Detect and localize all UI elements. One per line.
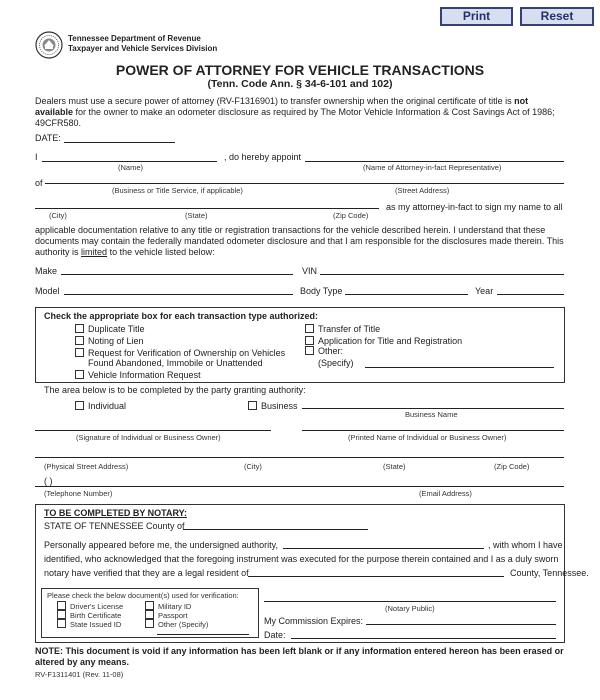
year-label: Year <box>475 286 494 296</box>
year-field[interactable] <box>497 294 564 295</box>
notary-date-label: Date: <box>264 630 286 640</box>
docs-heading: Please check the below document(s) used for verification: <box>47 591 239 600</box>
grantor-zip-caption: (Zip Code) <box>494 462 530 471</box>
applicable-text-3: authority is limited to the vehicle listed below: <box>35 247 215 257</box>
state-seal-icon <box>35 31 63 59</box>
notary-text-2: identified, who acknowledged that the foregoing instrument was executed for the purpose therein contained and I as a duly sworn <box>44 554 559 564</box>
printed-name-caption: (Printed Name of Individual or Business Owner) <box>348 433 507 442</box>
county-tennessee-text: County, Tennessee. <box>510 568 589 578</box>
make-field[interactable] <box>61 274 293 275</box>
agency-division: Taxpayer and Vehicle Services Division <box>68 44 218 53</box>
attorney-name-field[interactable] <box>305 161 564 162</box>
vehicle-info-request-option[interactable]: Vehicle Information Request <box>75 370 201 381</box>
grantor-state-caption: (State) <box>383 462 406 471</box>
signature-caption: (Signature of Individual or Business Owner) <box>76 433 221 442</box>
grantor-heading: The area below is to be completed by the party granting authority: <box>44 385 306 395</box>
checkbox-icon[interactable] <box>145 619 154 628</box>
notary-heading: TO BE COMPLETED BY NOTARY: <box>44 508 188 518</box>
my-attorney-text: as my attorney-in-fact to sign my name to all <box>386 202 563 212</box>
void-note: NOTE: This document is void if any information has been left blank or if any information entered hereon has been erased or <box>35 646 564 656</box>
business-name-field[interactable] <box>302 408 564 409</box>
commission-label: My Commission Expires: <box>264 616 364 626</box>
state-id-option[interactable]: State Issued ID <box>57 619 121 629</box>
applicable-text-1: applicable documentation relative to any title or registration transactions for the vehicle described herein. I understand that these <box>35 225 546 235</box>
specify-label: (Specify) <box>318 358 354 368</box>
page-title: POWER OF ATTORNEY FOR VEHICLE TRANSACTIONS <box>115 62 485 78</box>
business-caption: (Business or Title Service, if applicable) <box>112 186 243 195</box>
intro-text-2: available for the owner to make an odometer disclosure as required by The Motor Vehicle Information & Cost Savings Act of 1986; <box>35 107 555 117</box>
email-caption: (Email Address) <box>419 489 472 498</box>
phone-area-code: ( ) <box>44 476 53 486</box>
checkbox-icon[interactable] <box>57 619 66 628</box>
physical-address-caption: (Physical Street Address) <box>44 462 129 471</box>
of-label: of <box>35 178 43 188</box>
notary-date-field[interactable] <box>291 638 556 639</box>
appeared-name-field[interactable] <box>283 548 484 549</box>
name-caption: (Name) <box>118 163 144 172</box>
void-note-2: altered by any means. <box>35 657 130 667</box>
checkbox-icon[interactable] <box>75 324 84 333</box>
date-label: DATE: <box>35 133 61 143</box>
form-id: RV-F1311401 (Rev. 11-08) <box>35 670 124 679</box>
model-field[interactable] <box>64 294 293 295</box>
notary-text-3: notary have verified that they are a legal resident of <box>44 568 249 578</box>
state-county-label: STATE OF TENNESSEE County of <box>44 521 185 531</box>
checkbox-icon[interactable] <box>145 610 154 619</box>
duplicate-title-option[interactable]: Duplicate Title <box>75 324 145 335</box>
birth-certificate-option[interactable]: Birth Certificate <box>57 610 121 620</box>
date-field[interactable] <box>64 142 175 143</box>
commission-field[interactable] <box>366 624 556 625</box>
intro-text: Dealers must use a secure power of attorney (RV-F1316901) to transfer ownership when the original certificate of title is not <box>35 96 529 106</box>
street-caption: (Street Address) <box>395 186 450 195</box>
checkbox-icon[interactable] <box>305 336 314 345</box>
intro-text-3: 49CFR580. <box>35 118 82 128</box>
with-whom-text: , with whom I have <box>488 540 563 550</box>
checkbox-icon[interactable] <box>75 370 84 379</box>
print-button[interactable]: Print <box>440 7 513 26</box>
agency-name: Tennessee Department of Revenue <box>68 34 201 43</box>
vin-field[interactable] <box>320 274 564 275</box>
checkbox-icon[interactable] <box>248 401 257 410</box>
phone-email-field[interactable] <box>35 486 564 487</box>
do-hereby-appoint: , do hereby appoint <box>224 152 302 162</box>
military-id-option[interactable]: Military ID <box>145 601 191 611</box>
notary-text-1: Personally appeared before me, the undersigned authority, <box>44 540 278 550</box>
business-address-field[interactable] <box>45 183 564 184</box>
model-label: Model <box>35 286 60 296</box>
i-label: I <box>35 152 38 162</box>
other-doc-option[interactable]: Other (Specify) <box>145 619 208 629</box>
applicable-text-2: documents may contain the federally mandated odometer disclosure and that I am responsible for the disclosures made therein. This <box>35 236 564 246</box>
checkbox-icon[interactable] <box>57 610 66 619</box>
body-type-label: Body Type <box>300 286 343 296</box>
checkbox-icon[interactable] <box>305 324 314 333</box>
checkbox-icon[interactable] <box>75 401 84 410</box>
grantor-name-field[interactable] <box>42 161 217 162</box>
business-name-caption: Business Name <box>405 410 458 419</box>
checkbox-icon[interactable] <box>75 336 84 345</box>
checkbox-icon[interactable] <box>75 348 84 357</box>
signature-field[interactable] <box>35 430 271 431</box>
drivers-license-option[interactable]: Driver's License <box>57 601 123 611</box>
grantor-city-caption: (City) <box>244 462 262 471</box>
checkbox-icon[interactable] <box>57 601 66 610</box>
found-abandoned-text: Found Abandoned, Immobile or Unattended <box>88 358 263 368</box>
printed-name-field[interactable] <box>302 430 564 431</box>
notary-public-caption: (Notary Public) <box>385 604 435 613</box>
application-title-option[interactable]: Application for Title and Registration <box>305 336 462 347</box>
other-doc-field[interactable] <box>157 634 249 635</box>
county-field[interactable] <box>183 529 368 530</box>
business-option[interactable]: Business <box>248 401 298 412</box>
other-option[interactable]: Other: <box>305 346 343 357</box>
verification-ownership-option[interactable]: Request for Verification of Ownership on Vehicles <box>75 348 285 359</box>
checkbox-icon[interactable] <box>145 601 154 610</box>
physical-address-field[interactable] <box>35 457 564 458</box>
resident-county-field[interactable] <box>248 576 504 577</box>
make-label: Make <box>35 266 58 276</box>
phone-caption: (Telephone Number) <box>44 489 113 498</box>
city-state-zip-field[interactable] <box>35 208 379 209</box>
noting-of-lien-option[interactable]: Noting of Lien <box>75 336 144 347</box>
passport-option[interactable]: Passport <box>145 610 188 620</box>
transaction-heading: Check the appropriate box for each transaction type authorized: <box>44 311 319 321</box>
zip-caption: (Zip Code) <box>333 211 369 220</box>
individual-option[interactable]: Individual <box>75 401 126 412</box>
page-subtitle: (Tenn. Code Ann. § 34-6-101 and 102) <box>207 78 393 90</box>
reset-button[interactable]: Reset <box>520 7 594 26</box>
city-caption: (City) <box>49 211 67 220</box>
checkbox-icon[interactable] <box>305 346 314 355</box>
notary-signature-field[interactable] <box>264 601 556 602</box>
transfer-title-option[interactable]: Transfer of Title <box>305 324 380 335</box>
attorney-name-caption: (Name of Attorney-in-fact Representative) <box>363 163 502 172</box>
vin-label: VIN <box>302 266 318 276</box>
specify-field[interactable] <box>365 367 554 368</box>
state-caption: (State) <box>185 211 208 220</box>
body-type-field[interactable] <box>345 294 468 295</box>
